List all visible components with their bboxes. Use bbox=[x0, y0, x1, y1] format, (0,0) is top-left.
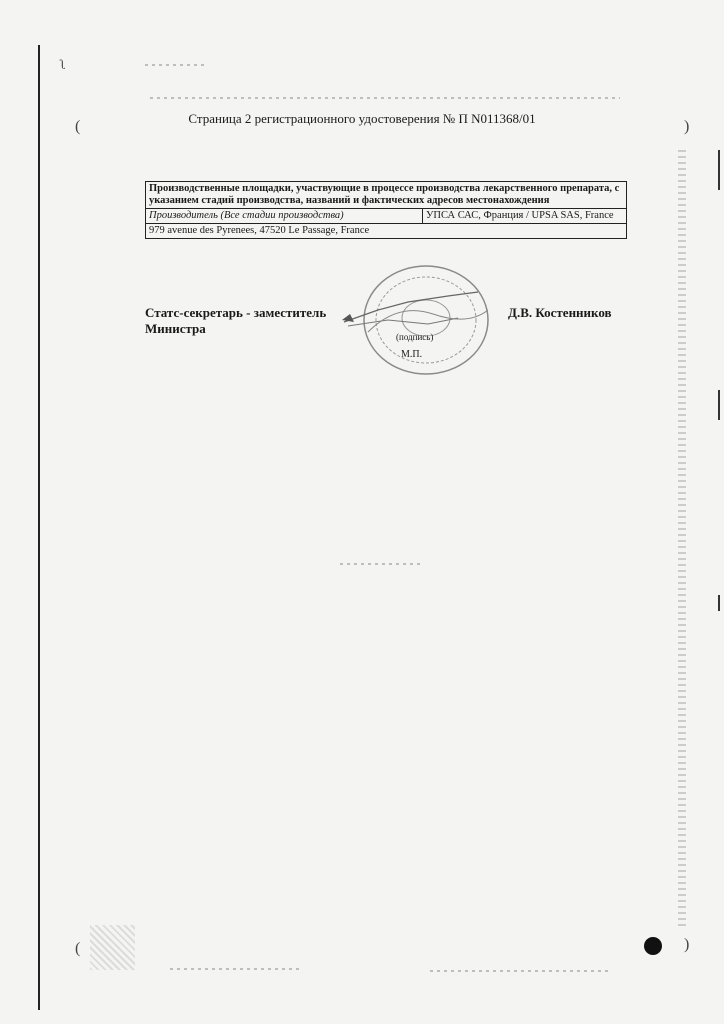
scan-mark bbox=[718, 390, 720, 420]
scan-noise bbox=[170, 968, 300, 970]
scan-smudge bbox=[90, 925, 135, 970]
table-row bbox=[146, 224, 627, 239]
scan-mark bbox=[718, 150, 720, 190]
punch-dot-icon bbox=[644, 937, 662, 955]
signatory-position: Статс-секретарь - заместитель Министра bbox=[145, 305, 327, 336]
page-title: Страница 2 регистрационного удостоверения № П N011368/01 bbox=[188, 111, 536, 126]
signature-note: (подпись) bbox=[396, 332, 434, 342]
punch-hole-mark: ) bbox=[684, 118, 690, 135]
manufacturer-cell: УПСА САС, Франция / UPSA SAS, France bbox=[423, 209, 627, 224]
role-cell: Производитель (Все стадии производства) bbox=[146, 209, 423, 224]
scan-corner-mark: ʅ bbox=[60, 58, 67, 73]
punch-hole-mark: ( bbox=[75, 118, 81, 135]
signatory-name: Д.В. Костенников bbox=[508, 305, 612, 320]
scan-mark bbox=[718, 595, 720, 611]
table-heading-cell: Производственные площадки, участвующие в процессе производства лекарственного препарата, с указанием стадий производства, названий и фактических адресов местонахождения bbox=[146, 182, 627, 209]
scan-edge-left bbox=[38, 45, 40, 1010]
scan-edge-right bbox=[678, 150, 686, 930]
table-row bbox=[146, 209, 627, 224]
scan-noise bbox=[145, 64, 205, 66]
address-cell: 979 avenue des Pyrenees, 47520 Le Passage, France bbox=[146, 224, 627, 239]
table-row bbox=[146, 182, 627, 209]
official-seal-icon bbox=[338, 262, 500, 384]
seal-note: М.П. bbox=[401, 349, 423, 360]
punch-hole-mark: ( bbox=[75, 940, 81, 957]
punch-hole-mark: ) bbox=[684, 936, 690, 953]
scan-noise bbox=[430, 970, 610, 972]
scan-noise bbox=[150, 97, 620, 99]
scan-noise bbox=[340, 563, 420, 565]
production-sites-table bbox=[145, 181, 627, 239]
